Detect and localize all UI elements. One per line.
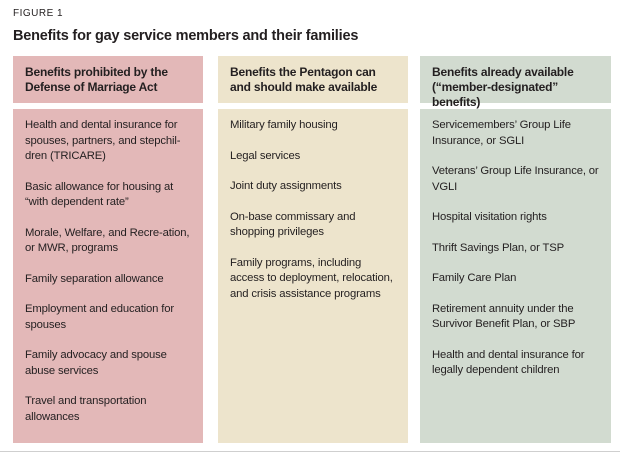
list-item: Employment and education for spouses	[25, 303, 175, 331]
list-item: Family advocacy and spouse abuse services	[25, 349, 167, 377]
list-item: Basic allowance for housing at “with dependent rate”	[25, 180, 174, 208]
column-heading: Benefits the Pentagon can and should make available	[218, 56, 408, 103]
column-heading: Benefits prohibited by the Defense of Marriage Act	[13, 56, 203, 103]
column-pentagon-benefits	[218, 56, 408, 443]
column-available-benefits	[420, 56, 611, 443]
list-item: Retirement annuity under the Survivor Benefit Plan, or SBP	[432, 302, 576, 330]
figure-label: FIGURE 1	[13, 8, 64, 19]
column-body	[13, 109, 203, 443]
column-body	[218, 109, 408, 443]
column-body	[420, 109, 611, 443]
list-item: Health and dental insurance for legally dependent children	[432, 348, 585, 376]
list-item: Hospital visitation rights	[432, 211, 547, 223]
figure-title: Benefits for gay service members and their families	[13, 28, 359, 44]
list-item: On-base commissary and shopping privileges	[230, 210, 356, 238]
list-item: Morale, Welfare, and Recre-ation, or MWR, programs	[25, 226, 190, 254]
list-item: Family programs, including access to deployment, relocation, and crisis assistance programs	[230, 256, 393, 300]
column-prohibited-benefits	[13, 56, 203, 443]
list-item: Veterans’ Group Life Insurance, or VGLI	[432, 165, 599, 193]
list-item: Family separation allowance	[25, 272, 164, 285]
list-item: Travel and transportation allowances	[25, 395, 147, 423]
list-item: Military family housing	[230, 119, 338, 131]
list-item: Thrift Savings Plan, or TSP	[432, 241, 564, 254]
list-item: Joint duty assignments	[230, 180, 342, 192]
list-item: Servicemembers’ Group Life Insurance, or SGLI	[432, 119, 571, 147]
column-heading: Benefits already available (“member-designated” benefits)	[420, 56, 611, 103]
list-item: Family Care Plan	[432, 272, 517, 284]
bottom-divider	[0, 451, 620, 452]
list-item: Health and dental insurance for spouses, partners, and stepchil-dren (TRICARE)	[25, 119, 181, 162]
list-item: Legal services	[230, 149, 301, 162]
